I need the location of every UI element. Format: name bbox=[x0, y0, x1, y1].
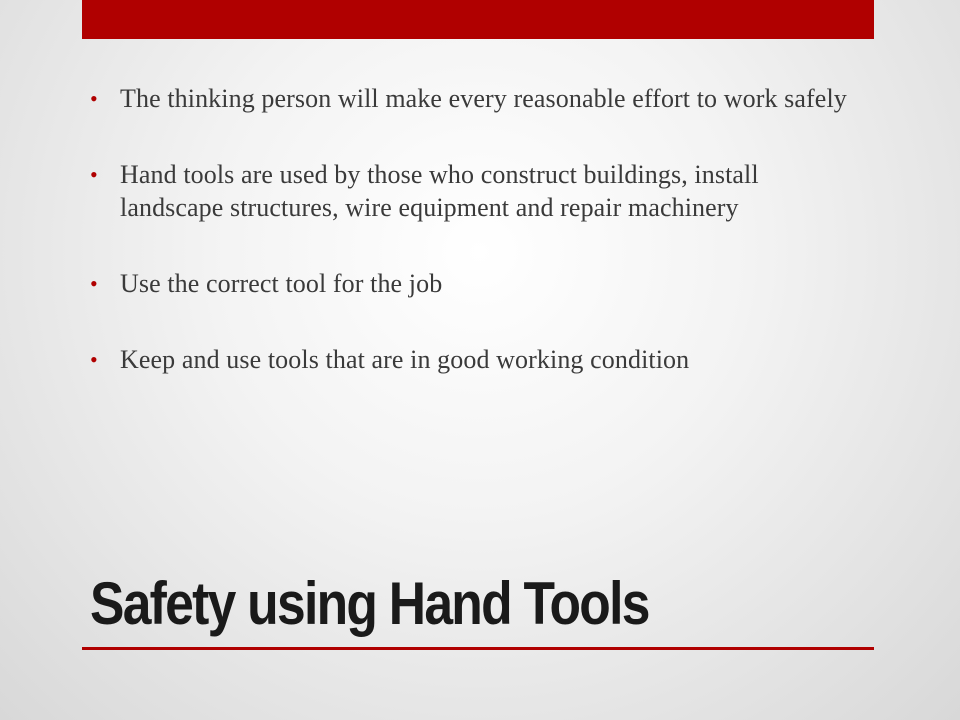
bullet-text: The thinking person will make every reasonable effort to work safely bbox=[120, 84, 847, 113]
bullet-icon: • bbox=[90, 86, 98, 111]
bullet-icon: • bbox=[90, 162, 98, 187]
bullet-text: Hand tools are used by those who construct buildings, install landscape structures, wire equipment and repair machinery bbox=[120, 160, 759, 222]
title-underline bbox=[82, 647, 874, 650]
bullet-icon: • bbox=[90, 271, 98, 296]
bullet-text: Use the correct tool for the job bbox=[120, 269, 443, 298]
bullet-item bbox=[90, 82, 860, 115]
bullet-item bbox=[90, 158, 860, 224]
top-accent-bar bbox=[82, 0, 874, 39]
bullet-item bbox=[90, 267, 860, 300]
bullet-text: Keep and use tools that are in good working condition bbox=[120, 345, 690, 374]
slide-title: Safety using Hand Tools bbox=[90, 570, 649, 637]
bullet-icon: • bbox=[90, 347, 98, 372]
bullet-item bbox=[90, 343, 860, 376]
bullet-list bbox=[90, 82, 860, 376]
